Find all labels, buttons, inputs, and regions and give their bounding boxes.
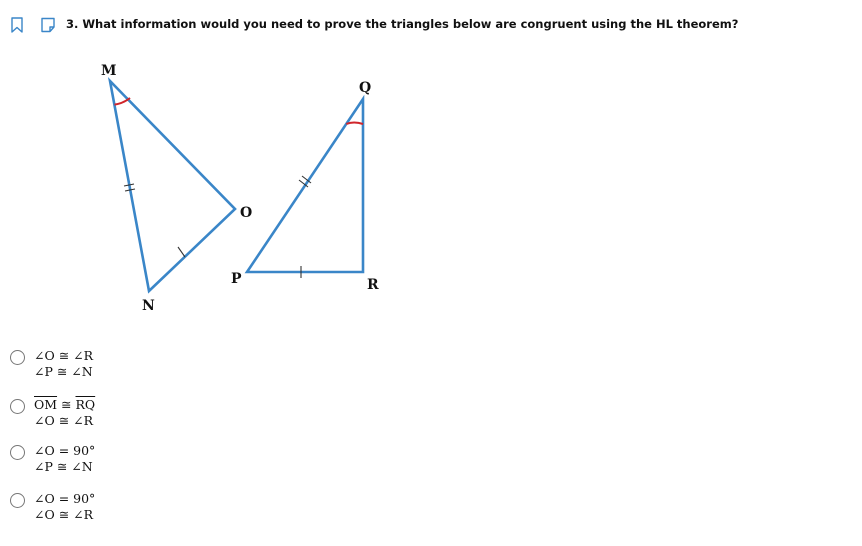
triangle-mno — [110, 81, 235, 291]
congruent-symbol: ≅ — [61, 397, 72, 412]
option-line-2: ∠P ≅ ∠N — [34, 459, 93, 474]
label-p: P — [231, 271, 242, 287]
option-line-1 — [34, 397, 95, 412]
answer-option-3[interactable] — [10, 445, 210, 485]
answer-option-4[interactable] — [10, 493, 210, 533]
angle-arc-m — [115, 98, 131, 105]
answer-option-2[interactable] — [10, 399, 210, 439]
radio-button[interactable] — [10, 350, 25, 365]
tick-marks — [124, 176, 311, 278]
option-line-2: ∠P ≅ ∠N — [34, 364, 93, 379]
label-r: R — [367, 277, 379, 293]
option-line-1: ∠O = 90° — [34, 443, 96, 458]
option-line-1: ∠O ≅ ∠R — [34, 348, 94, 363]
option-line-1: ∠O = 90° — [34, 491, 96, 506]
segment-om: $\overline{OM}$ — [34, 397, 58, 412]
option-line-2: ∠O ≅ ∠R — [34, 507, 94, 522]
angle-arc-q — [346, 122, 363, 124]
label-n: N — [142, 298, 155, 314]
label-o: O — [240, 205, 253, 221]
label-m: M — [101, 63, 117, 79]
radio-button[interactable] — [10, 493, 25, 508]
label-q: Q — [359, 80, 372, 96]
note-icon[interactable] — [40, 17, 56, 33]
option-line-2: ∠O ≅ ∠R — [34, 413, 94, 428]
triangle-pqr — [247, 99, 363, 272]
answer-option-1[interactable] — [10, 350, 210, 390]
question-text: 3. What information would you need to prove the triangles below are congruent using the HL theorem? — [66, 17, 739, 31]
radio-button[interactable] — [10, 399, 25, 414]
radio-button[interactable] — [10, 445, 25, 460]
bookmark-icon[interactable] — [10, 17, 24, 33]
segment-rq: $\overline{RQ}$ — [75, 397, 96, 412]
